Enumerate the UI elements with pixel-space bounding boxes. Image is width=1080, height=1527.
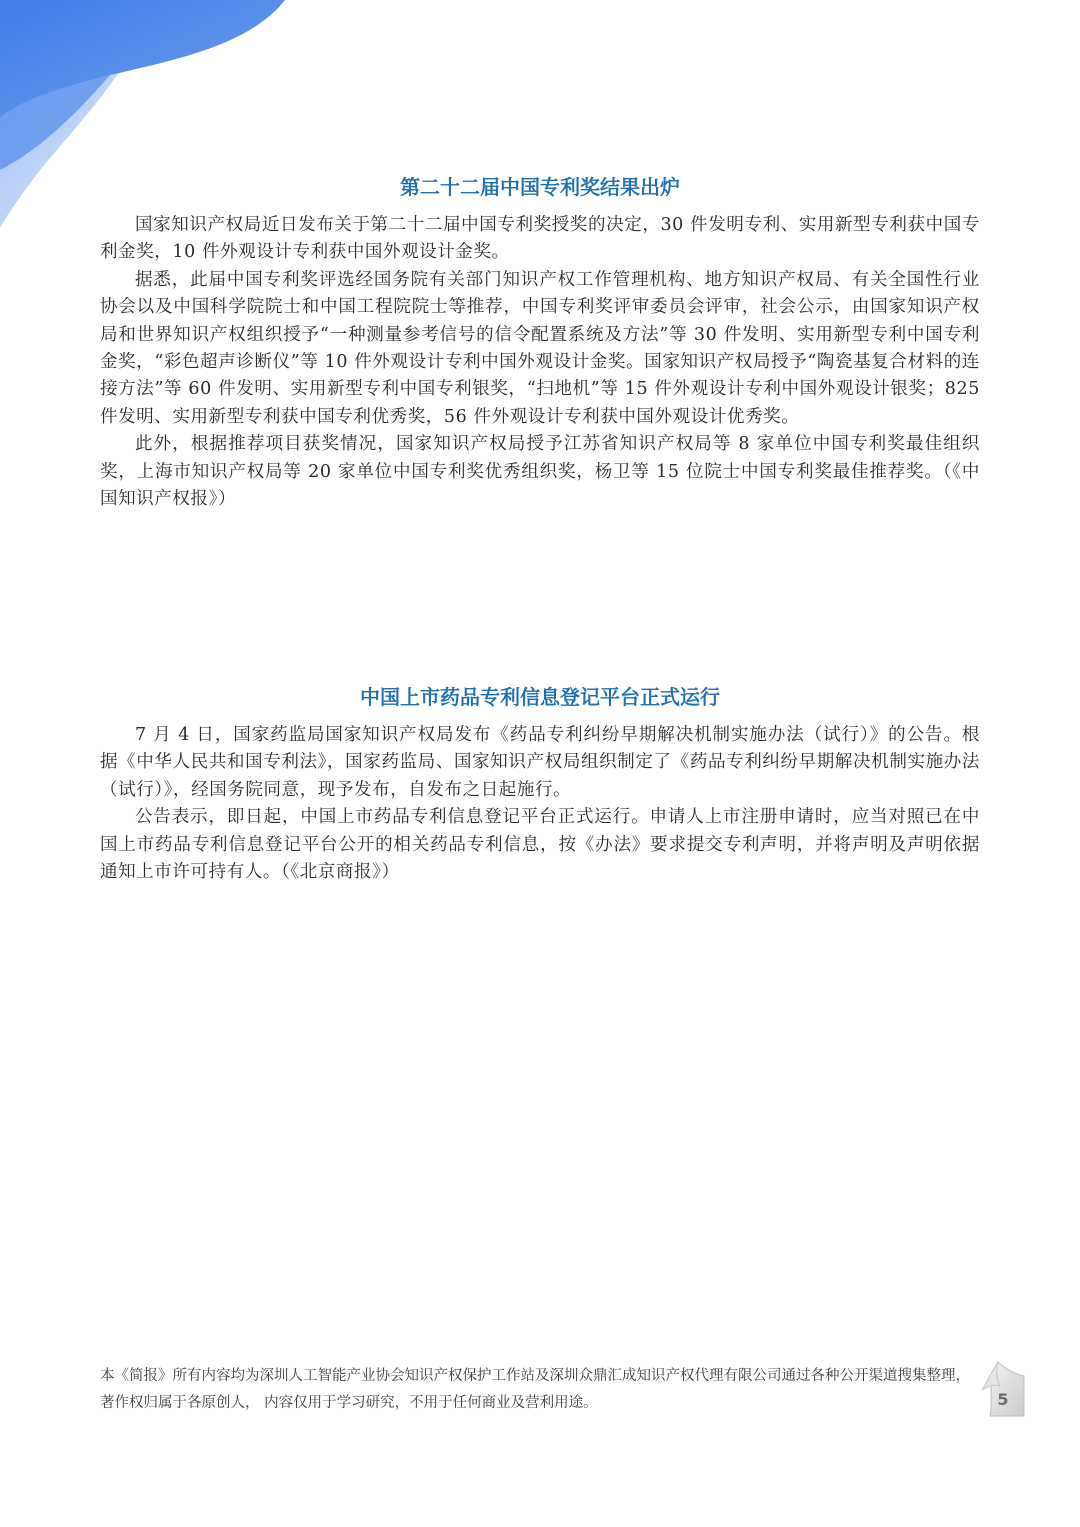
article-paragraph: 此外，根据推荐项目获奖情况，国家知识产权局授予江苏省知识产权局等 8 家单位中国专利奖最佳组织奖，上海市知识产权局等 20 家单位中国专利奖优秀组织奖，杨卫等 15 位院士中国专利奖最佳推荐奖。（《中国知识产权报》） [100, 434, 980, 510]
article-paragraph: 国家知识产权局近日发布关于第二十二届中国专利奖授奖的决定，30 件发明专利、实用新型专利获中国专利金奖，10 件外观设计专利获中国外观设计金奖。 [100, 215, 980, 263]
article-paragraph: 据悉，此届中国专利奖评选经国务院有关部门知识产权工作管理机构、地方知识产权局、有关全国性行业协会以及中国科学院院士和中国工程院院士等推荐，中国专利奖评审委员会评审，社会公示，由国家知识产权局和世界知识产权组织授予“一种测量参考信号的信令配置系统及方法”等 30 件发明、实用新型专利中国专利金奖，“彩色超声诊断仪”等 10 件外观设计专利中国外观设计金奖。国家知识产权局授予“陶瓷基复合材料的连接方法”等 60 件发明、实用新型专利中国专利银奖，“扫地机”等 15 件外观设计专利中国外观设计银奖；825 件发明、实用新型专利获中国专利优秀奖，56 件外观设计专利获中国外观设计优秀奖。 [100, 269, 980, 427]
article-drug-patent-platform [100, 680, 980, 886]
article-title: 第二十二届中国专利奖结果出炉 [400, 175, 680, 199]
article-title: 中国上市药品专利信息登记平台正式运行 [360, 685, 720, 709]
article-paragraph: 7 月 4 日，国家药监局国家知识产权局发布《药品专利纠纷早期解决机制实施办法（试行）》的公告。根据《中华人民共和国专利法》，国家药监局、国家知识产权局组织制定了《药品专利纠纷早期解决机制实施办法（试行）》，经国务院同意，现予发布，自发布之日起施行。 [100, 725, 980, 800]
article-paragraph: 公告表示，即日起，中国上市药品专利信息登记平台正式运行。申请人上市注册申请时，应当对照已在中国上市药品专利信息登记平台公开的相关药品专利信息，按《办法》要求提交专利声明，并将声明及声明依据通知上市许可持有人。（《北京商报》） [100, 807, 980, 883]
article-patent-award [100, 170, 980, 513]
footer-disclaimer: 本《简报》所有内容均为深圳人工智能产业协会知识产权保护工作站及深圳众鼎汇成知识产权代理有限公司通过各种公开渠道搜集整理，著作权归属于各原创人， 内容仅用于学习研究，不用于任何商业及营利用途。 [100, 1368, 970, 1411]
page-number: 5 [997, 1390, 1009, 1409]
